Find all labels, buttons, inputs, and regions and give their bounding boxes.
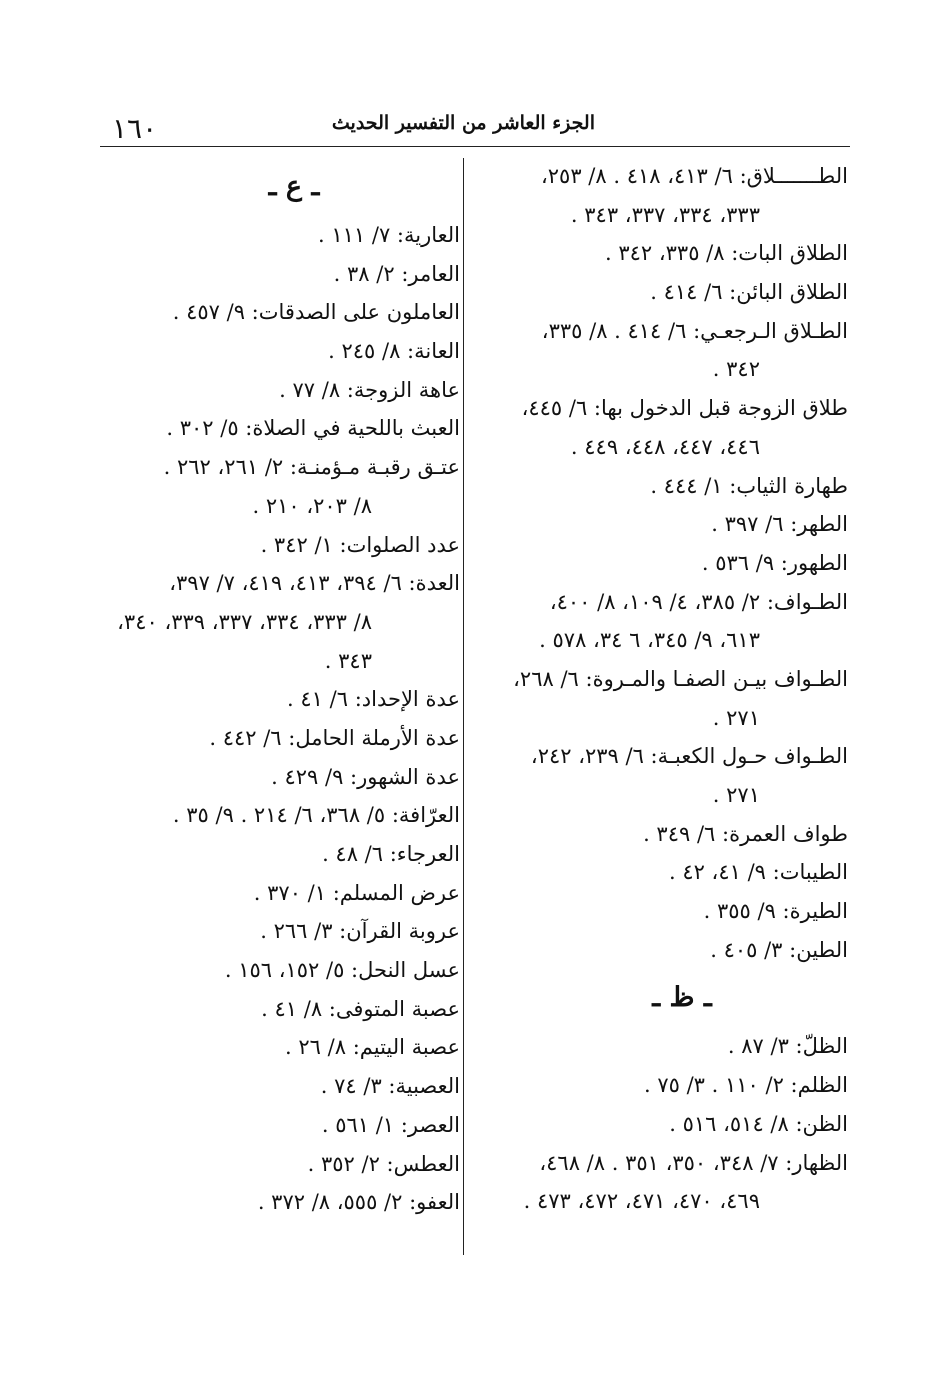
index-entry: الظن: ٨/ ٥١٤، ٥١٦ . — [669, 1111, 848, 1136]
index-entry: الطـواف حـول الكعبـة: ٦/ ٢٣٩، ٢٤٢، — [530, 744, 848, 769]
index-entry-continuation: ٣٤٣ . — [324, 648, 372, 673]
index-entry: عسل النحل: ٥/ ١٥٢، ١٥٦ . — [224, 958, 460, 983]
index-entry: الطلاق البائن: ٦/ ٤١٤ . — [650, 280, 848, 305]
section-letter-ain: ـ ع ـ — [268, 171, 320, 202]
index-entry: العبث باللحية في الصلاة: ٥/ ٣٠٢ . — [166, 416, 460, 441]
index-entry: الظهار: ٧/ ٣٤٨، ٣٥٠، ٣٥١ . ٨/ ٤٦٨، — [539, 1150, 848, 1175]
index-entry: عدة الإحداد: ٦/ ٤١ . — [287, 687, 460, 712]
index-entry-continuation: ٢٧١ . — [712, 783, 760, 807]
index-entry: الطلاق البات: ٨/ ٣٣٥، ٣٤٢ . — [605, 241, 848, 266]
index-entry: عدد الصلوات: ١/ ٣٤٢ . — [260, 532, 460, 557]
index-entry: طهارة الثياب: ١/ ٤٤٤ . — [650, 473, 848, 498]
index-entry-continuation: ٣٤٢ . — [712, 357, 760, 382]
index-entry: العطس: ٢/ ٣٥٢ . — [307, 1151, 460, 1176]
index-entry: العدة: ٦/ ٣٩٤، ٤١٣، ٤١٩، ٧/ ٣٩٧، — [169, 571, 460, 596]
index-entry: الطين: ٣/ ٤٠٥ . — [710, 937, 848, 962]
index-entry: الطـواف: ٢/ ٣٨٥، ٤/ ١٠٩، ٨/ ٤٠٠، — [549, 589, 848, 614]
index-entry: عصبة المتوفى: ٨/ ٤١ . — [261, 996, 460, 1021]
index-entry: العرّافة: ٥/ ٣٦٨، ٦/ ٢١٤ . ٩/ ٣٥ . — [172, 803, 460, 828]
index-entry: عصبة اليتيم: ٨/ ٢٦ . — [285, 1035, 460, 1060]
header-rule — [100, 146, 850, 147]
index-entry: الطـلاق الـرجعـي: ٦/ ٤١٤ . ٨/ ٣٣٥، — [541, 318, 848, 343]
page-number: ١٦٠ — [112, 112, 158, 145]
index-entry: العاملون على الصدقات: ٩/ ٤٥٧ . — [172, 300, 460, 325]
index-entry: عروبة القرآن: ٣/ ٢٦٦ . — [260, 919, 460, 944]
index-entry: العارية: ٧/ ١١١ . — [317, 223, 460, 247]
index-entry: الطهر: ٦/ ٣٩٧ . — [711, 512, 848, 537]
index-entry: طلاق الزوجة قبل الدخول بها: ٦/ ٤٤٥، — [521, 396, 848, 421]
index-entry: الطيبات: ٩/ ٤١، ٤٢ . — [668, 860, 848, 885]
running-title: الجزء العاشر من التفسير الحديث — [331, 112, 595, 134]
index-entry: الظلّ: ٣/ ٨٧ . — [727, 1034, 848, 1059]
index-entry: طواف العمرة: ٦/ ٣٤٩ . — [643, 821, 848, 846]
index-entry-continuation: ٣٣٣، ٣٣٤، ٣٣٧، ٣٤٣ . — [570, 202, 760, 227]
index-entry: الطـــــــلاق: ٦/ ٤١٣، ٤١٨ . ٨/ ٢٥٣، — [541, 164, 848, 188]
index-entry: عتـق رقبـة مـؤمنـة: ٢/ ٢٦١، ٢٦٢ . — [163, 455, 460, 480]
column-divider — [463, 158, 464, 1255]
index-entry: العصبية: ٣/ ٧٤ . — [320, 1074, 460, 1099]
index-entry: الطـواف بيـن الصفـا والمـروة: ٦/ ٢٦٨، — [513, 666, 848, 691]
index-entry: الطيرة: ٩/ ٣٥٥ . — [703, 899, 848, 924]
index-entry: عرض المسلم: ١/ ٣٧٠ . — [253, 880, 460, 905]
index-entry: العانة: ٨/ ٢٤٥ . — [328, 339, 460, 364]
index-entry: العصر: ١/ ٥٦١ . — [321, 1112, 460, 1137]
index-entry-continuation: ٤٤٦، ٤٤٧، ٤٤٨، ٤٤٩ . — [570, 434, 760, 459]
section-letter-zah: ـ ظ ـ — [652, 982, 712, 1014]
index-entry: العرجاء: ٦/ ٤٨ . — [322, 842, 460, 866]
index-entry: عدة الأرملة الحامل: ٦/ ٤٤٢ . — [209, 725, 460, 750]
index-entry-continuation: ٦١٣، ٩/ ٣٤٥، ٦ ٣٤، ٥٧٨ . — [539, 628, 760, 653]
index-entry: الطهور: ٩/ ٥٣٦ . — [701, 550, 848, 575]
index-entry-continuation: ٤٦٩، ٤٧٠، ٤٧١، ٤٧٢، ٤٧٣ . — [523, 1189, 760, 1214]
index-entry: العفو: ٢/ ٥٥٥، ٨/ ٣٧٢ . — [257, 1190, 460, 1215]
index-entry: العامر: ٢/ ٣٨ . — [333, 261, 460, 286]
left-column — [88, 172, 460, 1222]
index-entry: عاهة الزوجة: ٨/ ٧٧ . — [279, 377, 460, 402]
right-column — [476, 157, 848, 1221]
index-entry-continuation: ٨/ ٣٣٣، ٣٣٤، ٣٣٧، ٣٣٩، ٣٤٠، — [117, 609, 372, 634]
index-entry: الظلم: ٢/ ١١٠ . ٣/ ٧٥ . — [643, 1073, 848, 1098]
index-entry-continuation: ٢٧١ . — [712, 705, 760, 730]
index-entry-continuation: ٨/ ٢٠٣، ٢١٠ . — [252, 493, 372, 518]
index-entry: عدة الشهور: ٩/ ٤٢٩ . — [271, 764, 460, 789]
